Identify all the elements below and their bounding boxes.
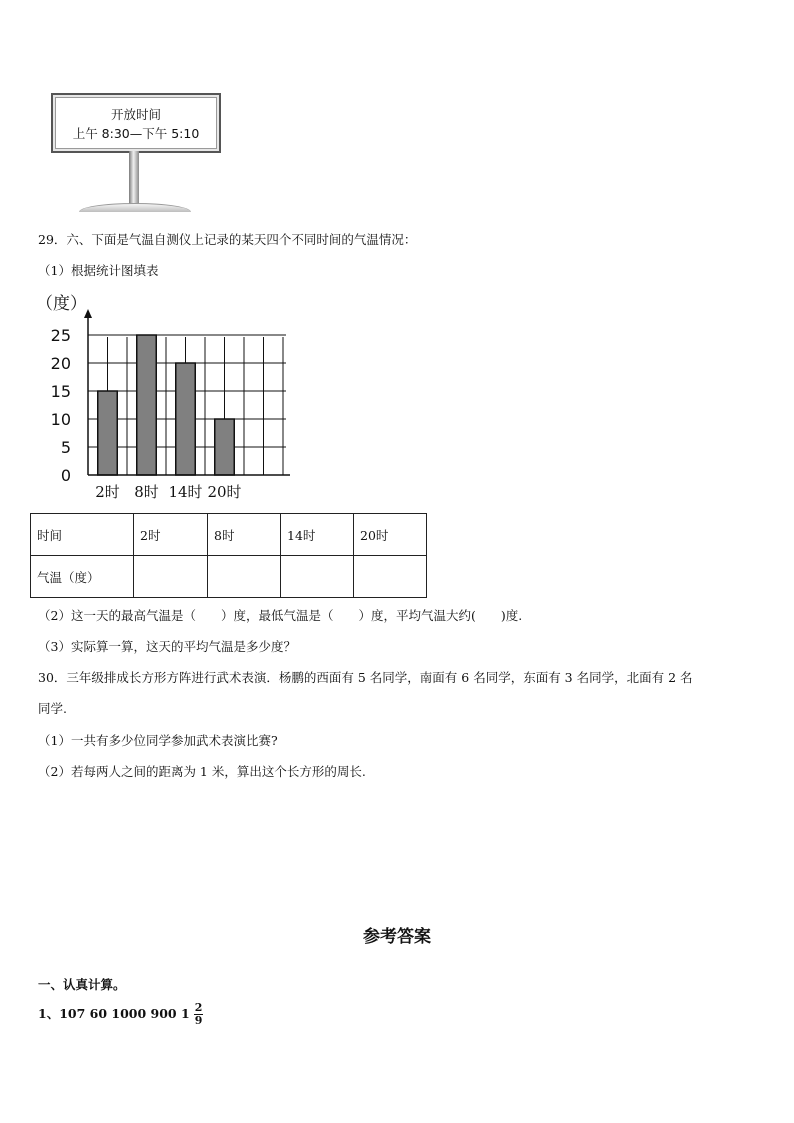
bar bbox=[98, 391, 118, 475]
x-tick-label: 20时 bbox=[207, 483, 242, 501]
temperature-blank-cell[interactable] bbox=[354, 556, 427, 598]
answer-fraction bbox=[194, 1002, 204, 1027]
table-row bbox=[31, 556, 427, 598]
bar bbox=[176, 363, 196, 475]
table-header-cell: 时间 bbox=[31, 514, 134, 556]
q29-sub2: （2）这一天的最高气温是（ ）度，最低气温是（ ）度，平均气温大约( )度. bbox=[38, 608, 523, 623]
temperature-bar-chart bbox=[30, 288, 290, 506]
answer-item-1 bbox=[38, 1002, 203, 1027]
table-header-cell: 2时 bbox=[134, 514, 208, 556]
temperature-table bbox=[30, 513, 427, 598]
answer-item-1-text: 1、107 60 1000 900 1 bbox=[38, 1006, 190, 1021]
y-tick-label: 0 bbox=[60, 466, 71, 485]
y-tick-label: 25 bbox=[50, 326, 71, 345]
table-row bbox=[31, 514, 427, 556]
temperature-blank-cell[interactable] bbox=[134, 556, 208, 598]
q29-sub1: （1）根据统计图填表 bbox=[38, 263, 159, 278]
x-tick-label: 14时 bbox=[168, 483, 203, 501]
sign-base bbox=[79, 203, 191, 212]
table-header-cell: 8时 bbox=[208, 514, 281, 556]
q29-title: 29．六、下面是气温自测仪上记录的某天四个不同时间的气温情况： bbox=[38, 232, 417, 247]
x-tick-label: 2时 bbox=[95, 483, 120, 501]
y-tick-label: 5 bbox=[60, 438, 71, 457]
y-axis-label: （度） bbox=[36, 294, 87, 314]
fraction-denominator: 9 bbox=[194, 1014, 203, 1027]
table-header-cell: 14时 bbox=[281, 514, 354, 556]
table-header-cell: 20时 bbox=[354, 514, 427, 556]
bar bbox=[215, 419, 235, 475]
fraction-numerator: 2 bbox=[194, 1001, 203, 1014]
q30-line1: 30．三年级排成长方形方阵进行武术表演．杨鹏的西面有 5 名同学，南面有 6 名同学，东面有 3 名同学，北面有 2 名 bbox=[38, 670, 693, 685]
temperature-blank-cell[interactable] bbox=[281, 556, 354, 598]
x-tick-label: 8时 bbox=[134, 483, 159, 501]
answer-section-1: 一、认真计算。 bbox=[38, 977, 126, 992]
y-tick-label: 20 bbox=[50, 354, 71, 373]
sign-title: 开放时间 bbox=[110, 107, 161, 122]
q30-line2: 同学. bbox=[38, 701, 67, 716]
q30-sub2: （2）若每两人之间的距离为 1 米，算出这个长方形的周长. bbox=[38, 764, 366, 779]
sign-pole bbox=[129, 151, 139, 206]
answer-key-title: 参考答案 bbox=[363, 927, 431, 947]
temperature-blank-cell[interactable] bbox=[208, 556, 281, 598]
q29-sub3: （3）实际算一算，这天的平均气温是多少度？ bbox=[38, 639, 296, 654]
opening-hours-sign bbox=[51, 93, 221, 153]
table-row-label: 气温（度） bbox=[31, 556, 134, 598]
q30-sub1: （1）一共有多少位同学参加武术表演比赛? bbox=[38, 733, 278, 748]
y-tick-label: 15 bbox=[50, 382, 71, 401]
bar bbox=[137, 335, 157, 475]
sign-hours: 上午 8:30—下午 5:10 bbox=[72, 126, 200, 141]
y-tick-label: 10 bbox=[50, 410, 71, 429]
